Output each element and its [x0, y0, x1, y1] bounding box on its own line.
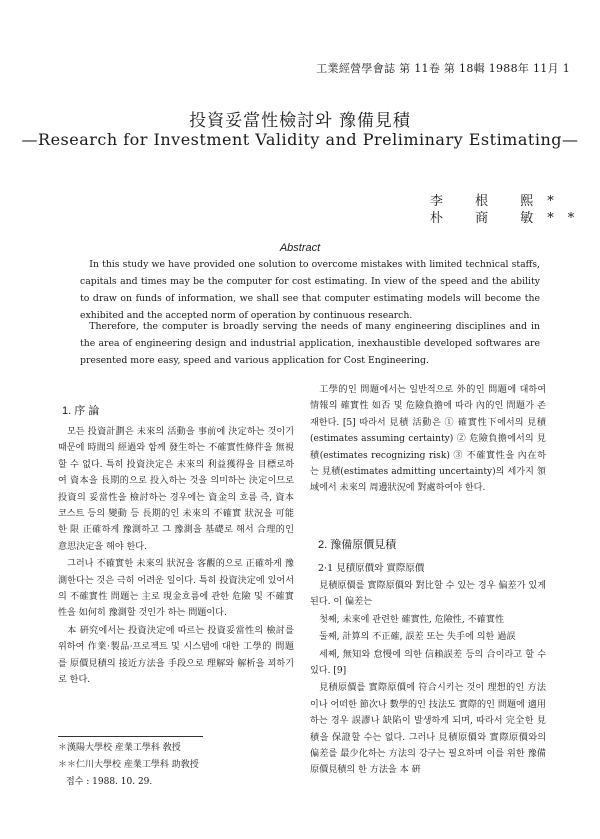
body-paragraph: 모든 投資計劃은 未來의 活動을 事前에 決定하는 것이기 때문에 時間의 經過와 함께 發生하는 不確實性條件을 無視할 수 없다. 특히 投資決定은 未來의 利益獲得을 目標로하여 資本을 長期的으로 投入하는 것을 의미하는 決定이므로 投資의 妥當性을 檢討하는 경우에는 資金의 흐름 즉, 資本 코스트 등의 變動 등 長期的인 未來의 不確實 狀況을 可能한 限 正確하게 豫測하고 그 豫測을 基礎로 해서 合理的인 意思決定을 해야 한다. — [58, 427, 294, 552]
footnote-received-date: 접수 : 1988. 10. 29. — [66, 777, 153, 787]
footnote-divider — [58, 736, 203, 737]
footnote-affiliation-2: ＊＊仁川大學校 産業工學科 助敎授 — [58, 760, 199, 770]
right-column-intro — [310, 382, 546, 498]
footnote-affiliation-1: ＊漢陽大學校 産業工學科 敎授 — [58, 743, 181, 753]
list-item: 세째, 無知와 怠慢에 의한 信賴誤差 등의 合이라고 할 수 있다. [9] — [310, 649, 546, 677]
paper-title-korean: 投資妥當性檢討와 豫備見積 — [189, 111, 411, 131]
list-item: 둘째, 計算의 不正確, 誤差 또는 失手에 의한 過誤 — [319, 632, 516, 643]
abstract-paragraph-2: Therefore, the computer is broadly serving the needs of many engineering disciplines and in the area of engineering design and industrial application, inexhaustible developed softwares are presented more easy, speed and various application for Cost Engineering. — [80, 321, 540, 366]
paper-title-english: —Research for Investment Validity and Preliminary Estimating— — [21, 130, 579, 149]
body-paragraph: 그러나 不確實한 未來의 狀況을 客觀的으로 正確하게 豫測한다는 것은 극히 어려운 일이다. 특히 投資決定에 있어서의 不確實性 問題는 主로 現金흐름에 관한 危險 및 不確實性을 如何히 豫測할 것인가 하는 問題이다. — [58, 559, 294, 619]
right-column-body — [310, 578, 546, 780]
running-head: 工業經營學會誌 第 11卷 第 18輯 1988年 11月 1 — [316, 62, 570, 75]
abstract-paragraph-1: In this study we have provided one solution to overcome mistakes with limited technical staffs, capitals and times may be the computer for cost estimating. In view of the speed and the ability to draw on funds of information, we shall see that computer estimating models will become the exhibited and the accepted norm of operation by continuous research. — [80, 259, 540, 321]
section-2-heading: 2. 豫備原價見積 — [318, 539, 397, 551]
body-paragraph: 見積原價를 實際原價와 對比할 수 있는 경우 偏差가 있게 된다. 이 偏差는 — [310, 581, 546, 608]
abstract-heading: Abstract — [279, 242, 321, 254]
section-1-heading: 1. 序 論 — [62, 405, 100, 417]
body-paragraph: 工學的인 問題에서는 일반적으로 外的인 問題에 대하여 情報의 確實性 如否 및 危險負擔에 따라 內的인 問題가 존재한다. [5] 따라서 見積 活動은 ① 確實性下에서의 見積(estimates assuming certainty) ② 危險負擔에서의 見積(estimates recognizing risk) ③ 不確實性을 內在하는 見積(estimates admitting uncertainty)의 세가지 領域에서 未來의 周邊狀況에 對處하여야 한다. — [310, 385, 546, 494]
author-1: 李 根 熙* — [430, 194, 568, 209]
list-item: 첫째, 未來에 관련한 確實性, 危險性, 不確實性 — [319, 614, 505, 625]
footnotes — [58, 740, 298, 791]
body-paragraph: 見積原價를 實際原價에 符合시키는 것이 理想的인 方法이나 어떠한 節次나 數學的인 技法도 實際的인 問題에 適用하는 경우 誤謬나 缺陷이 발생하게 되며, 따라서 完全한 見積을 保證할 수는 없다. 그러나 見積原價와 實際原價와의 偏差를 最少化하는 方法의 강구는 필요하며 이를 위한 豫備原價見積의 한 方法을 本 硏 — [310, 683, 546, 776]
left-column-body — [58, 424, 294, 690]
author-2: 朴 商 敏** — [430, 211, 589, 226]
body-paragraph: 本 硏究에서는 投資決定에 따르는 投資妥當性의 檢討를 위하여 作業·製品·프로젝트 및 시스템에 대한 工學的 問題를 原價見積의 接近方法을 手段으로 理解와 解析을 꾀하기로 한다. — [58, 625, 294, 686]
subsection-2-1-heading: 2·1 見積原價와 實際原價 — [318, 563, 425, 574]
